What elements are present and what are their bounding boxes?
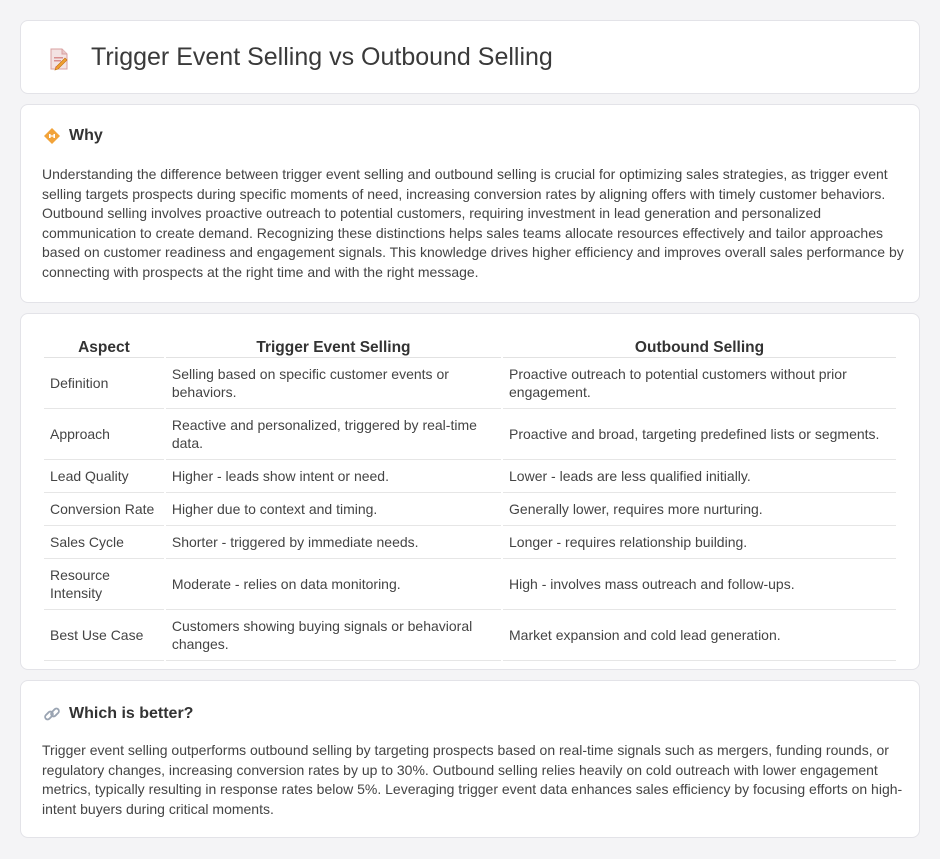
better-heading [43,705,193,723]
table-row [44,493,896,526]
link-icon [43,705,61,723]
title-card [20,20,920,94]
better-body: Trigger event selling outperforms outbound selling by targeting prospects based on real-time signals such as mergers, funding rounds, or regulatory changes, increasing conversion rates by up to 30%. Outbound selling relies heavily on cold outreach with lower engagement metrics, typically resulting in response rates below 5%. Leveraging trigger event data enhances sales efficiency by focusing efforts on high-intent buyers during critical moments. [42,742,903,817]
why-heading-text: Why [69,127,103,144]
table-row [44,409,896,460]
table-row [44,559,896,610]
table-row [44,460,896,493]
table-row [44,610,896,661]
table-cell: Higher - leads show intent or need. [166,460,501,493]
table-cell: Longer - requires relationship building. [503,526,896,559]
column-header: Aspect [44,334,164,358]
table-cell: High - involves mass outreach and follow-ups. [503,559,896,610]
warning-diamond-icon [43,127,61,145]
table-cell: Conversion Rate [44,493,164,526]
table-header-row [44,334,896,358]
comparison-card [20,313,920,670]
table-cell: Best Use Case [44,610,164,661]
table-cell: Proactive outreach to potential customers without prior engagement. [503,358,896,409]
column-header: Trigger Event Selling [166,334,501,358]
table-cell: Generally lower, requires more nurturing. [503,493,896,526]
why-section [20,104,920,303]
table-row [44,358,896,409]
table-cell: Approach [44,409,164,460]
table-cell: Customers showing buying signals or behavioral changes. [166,610,501,661]
why-heading [43,127,103,145]
table-cell: Selling based on specific customer events or behaviors. [166,358,501,409]
table-cell: Sales Cycle [44,526,164,559]
why-body: Understanding the difference between trigger event selling and outbound selling is crucial for optimizing sales strategies, as trigger event selling targets prospects during specific moments of need, increasing conversion rates by aligning offers with timely customer behaviors. Outbound selling involves proactive outreach to potential customers, requiring investment in lead generation and personalized communication to create demand. Recognizing these distinctions helps sales teams allocate resources effectively and tailor approaches based on customer readiness and engagement signals. This knowledge drives higher efficiency and improves overall sales performance by connecting with prospects at the right time and with the right message. [42,166,904,280]
column-header: Outbound Selling [503,334,896,358]
which-better-section [20,680,920,838]
table-cell: Higher due to context and timing. [166,493,501,526]
table-cell: Market expansion and cold lead generation. [503,610,896,661]
page-title: Trigger Event Selling vs Outbound Selling [91,43,553,71]
table-cell: Lower - leads are less qualified initially. [503,460,896,493]
better-heading-text: Which is better? [69,705,194,722]
table-cell: Resource Intensity [44,559,164,610]
table-cell: Proactive and broad, targeting predefined lists or segments. [503,409,896,460]
document-pencil-icon [47,47,71,71]
table-cell: Definition [44,358,164,409]
table-cell: Shorter - triggered by immediate needs. [166,526,501,559]
table-cell: Lead Quality [44,460,164,493]
table-cell: Reactive and personalized, triggered by real-time data. [166,409,501,460]
table-row [44,526,896,559]
comparison-table [42,334,898,661]
table-cell: Moderate - relies on data monitoring. [166,559,501,610]
